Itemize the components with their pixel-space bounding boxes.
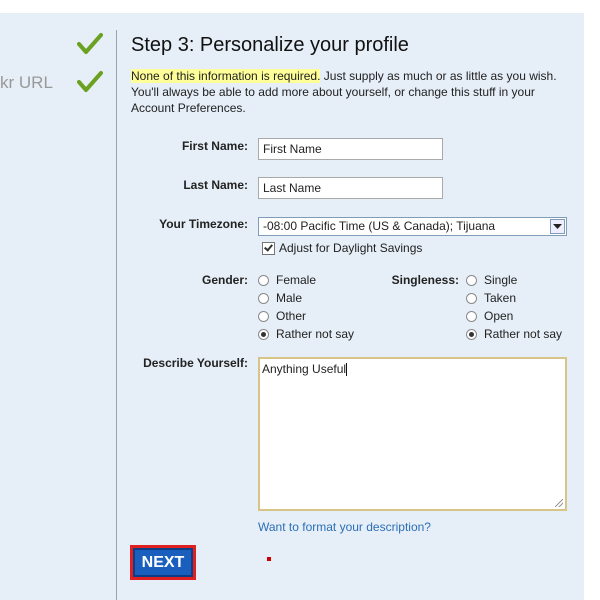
first-name-label: First Name: bbox=[181, 139, 248, 153]
dst-checkbox[interactable] bbox=[262, 242, 275, 255]
intro-highlight: None of this information is required. bbox=[131, 69, 321, 83]
dst-checkbox-label: Adjust for Daylight Savings bbox=[279, 241, 423, 255]
cursor-marker bbox=[267, 557, 271, 561]
gender-option-label: Rather not say bbox=[276, 327, 355, 341]
checkmark-icon bbox=[77, 32, 103, 56]
sidebar-step-label: kr URL bbox=[0, 73, 53, 92]
singleness-option-label: Rather not say bbox=[484, 327, 563, 341]
singleness-option-rather-not-say[interactable] bbox=[466, 327, 562, 341]
chevron-down-icon[interactable] bbox=[550, 219, 565, 234]
singleness-option-label: Open bbox=[484, 309, 514, 323]
timezone-selected: -08:00 Pacific Time (US & Canada); Tijuana bbox=[263, 219, 496, 233]
radio-button[interactable] bbox=[466, 293, 477, 304]
gender-option-label: Male bbox=[276, 291, 303, 305]
radio-button[interactable] bbox=[466, 275, 477, 286]
describe-textarea[interactable] bbox=[258, 357, 567, 511]
singleness-label: Singleness: bbox=[391, 273, 459, 287]
gender-label: Gender: bbox=[201, 273, 248, 287]
radio-button[interactable] bbox=[258, 293, 269, 304]
describe-text: Anything Useful bbox=[262, 362, 347, 376]
sidebar-divider bbox=[116, 30, 117, 600]
radio-button[interactable] bbox=[466, 311, 477, 322]
radio-button-selected[interactable] bbox=[258, 329, 269, 340]
first-name-input[interactable] bbox=[258, 138, 443, 160]
radio-button[interactable] bbox=[258, 311, 269, 322]
gender-option-male[interactable] bbox=[258, 291, 302, 305]
page-title: Step 3: Personalize your profile bbox=[131, 34, 409, 56]
radio-button-selected[interactable] bbox=[466, 329, 477, 340]
gender-option-label: Other bbox=[276, 309, 307, 323]
describe-label: Describe Yourself: bbox=[143, 356, 248, 370]
timezone-select[interactable] bbox=[258, 217, 567, 236]
gender-option-other[interactable] bbox=[258, 309, 306, 323]
text-caret bbox=[346, 363, 347, 376]
format-description-link[interactable]: Want to format your description? bbox=[258, 520, 431, 534]
resize-grip-icon[interactable] bbox=[555, 499, 563, 507]
singleness-option-single[interactable] bbox=[466, 273, 517, 287]
singleness-option-label: Taken bbox=[484, 291, 517, 305]
dst-checkbox-row[interactable] bbox=[262, 241, 422, 255]
singleness-option-label: Single bbox=[484, 273, 518, 287]
intro-rest: Just supply as much or as little as you wish. You'll always be able to add more about yourself, or change this stuff in your Account Preferences. bbox=[131, 69, 557, 115]
next-button[interactable]: NEXT bbox=[130, 545, 196, 580]
gender-option-female[interactable] bbox=[258, 273, 316, 287]
last-name-input[interactable] bbox=[258, 177, 443, 199]
gender-option-label: Female bbox=[276, 273, 317, 287]
timezone-label: Your Timezone: bbox=[159, 217, 248, 231]
intro-text bbox=[131, 68, 561, 116]
checkmark-icon bbox=[77, 70, 103, 94]
last-name-label: Last Name: bbox=[183, 178, 248, 192]
radio-button[interactable] bbox=[258, 275, 269, 286]
singleness-option-taken[interactable] bbox=[466, 291, 516, 305]
gender-option-rather-not-say[interactable] bbox=[258, 327, 354, 341]
singleness-option-open[interactable] bbox=[466, 309, 513, 323]
